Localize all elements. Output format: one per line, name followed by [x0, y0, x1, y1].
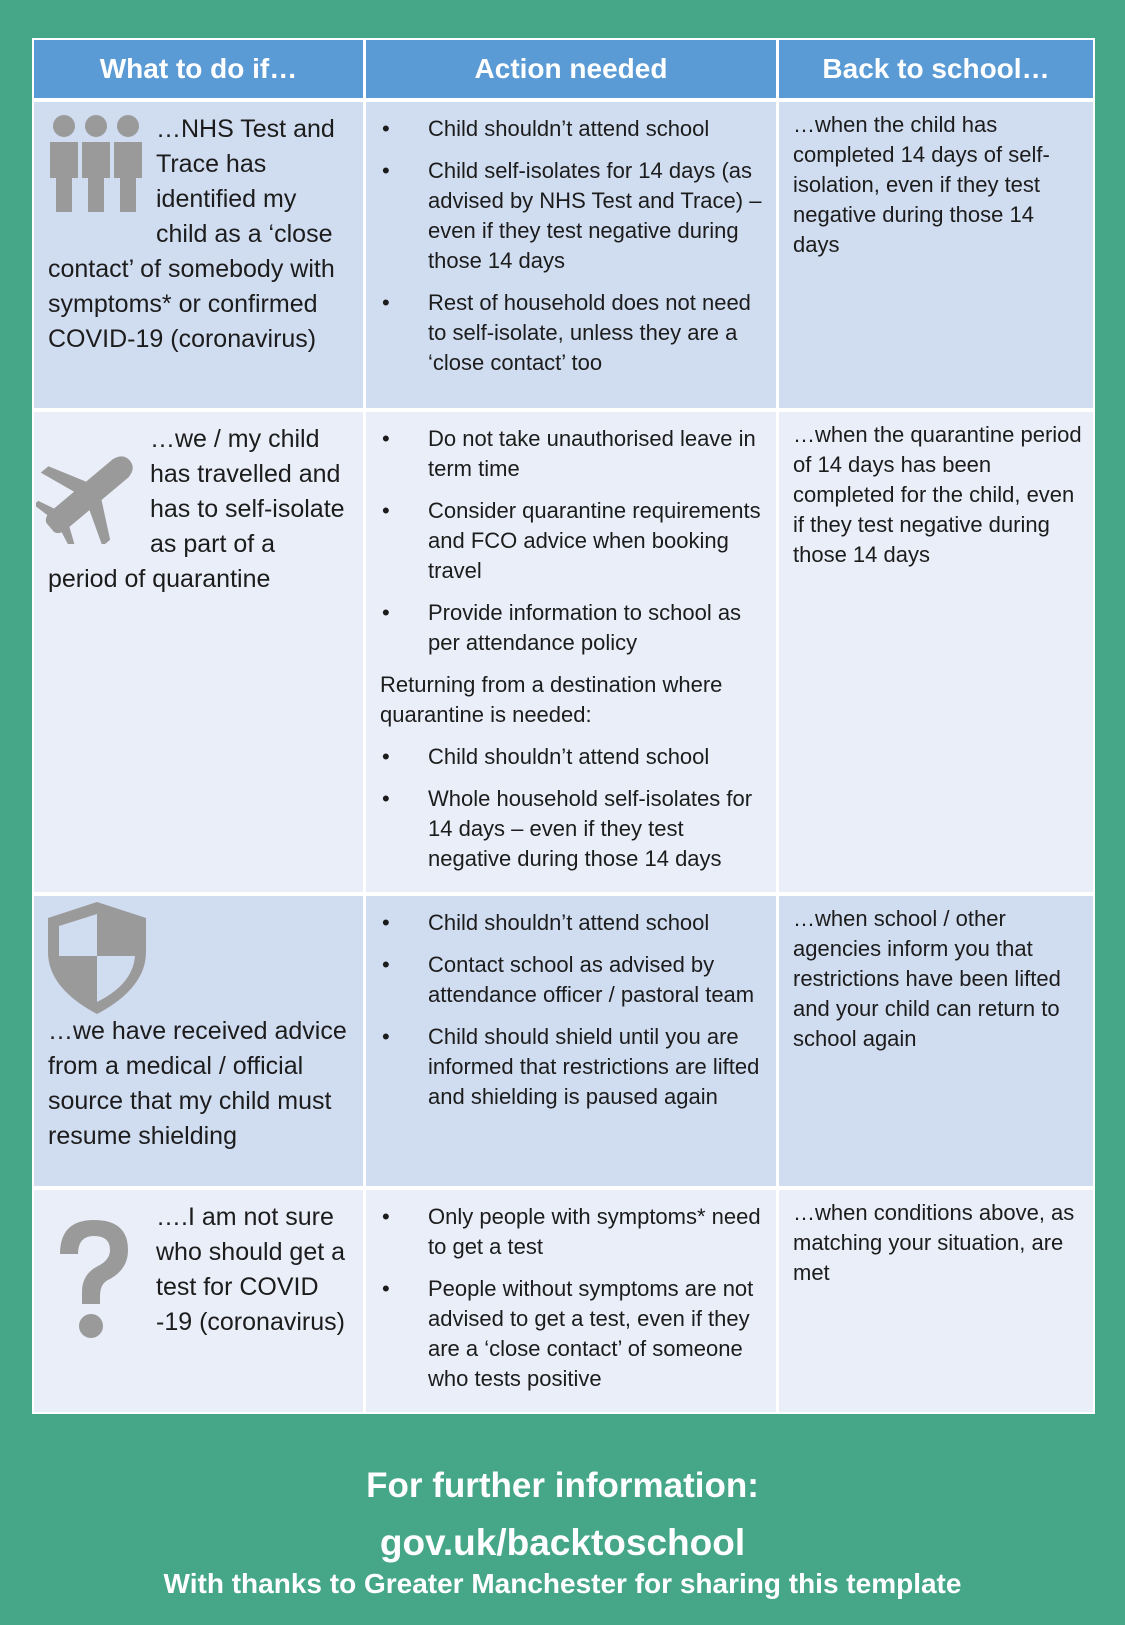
- header-what-to-do: What to do if…: [34, 40, 363, 98]
- list-item: • Child shouldn’t attend school: [380, 742, 766, 772]
- back-to-school-text: …when the child has completed 14 days of self-isolation, even if they test negative during those 14 days: [793, 112, 1050, 257]
- list-item: • Provide information to school as per attendance policy: [380, 598, 766, 658]
- list-item: • Whole household self-isolates for 14 days – even if they test negative during those 14 days: [380, 784, 766, 874]
- what-to-do-cell: ….I am not sure who should get a test for COVID -19 (coronavirus): [34, 1190, 363, 1340]
- action-list: [366, 896, 776, 1112]
- what-to-do-cell: …we have received advice from a medical / official source that my child must resume shielding: [34, 896, 363, 1154]
- list-item: • Child shouldn’t attend school: [380, 114, 766, 144]
- what-to-do-cell: …NHS Test and Trace has identified my child as a ‘close contact’ of somebody with symptoms* or confirmed COVID-19 (coronavirus): [48, 115, 335, 353]
- footer-thanks: With thanks to Greater Manchester for sharing this template: [163, 1568, 962, 1599]
- back-to-school-text: …when conditions above, as matching your situation, are met: [793, 1200, 1075, 1285]
- header-back-to-school: Back to school…: [779, 40, 1093, 98]
- list-item: • Child should shield until you are informed that restrictions are lifted and shielding is paused again: [380, 1022, 766, 1112]
- action-list: [366, 412, 776, 874]
- action-list: [366, 1190, 776, 1394]
- action-list: [366, 102, 776, 378]
- table-header: [32, 40, 1095, 98]
- back-to-school-text: …when school / other agencies inform you that restrictions have been lifted and your child can return to school again: [793, 906, 1061, 1051]
- list-item: • Child self-isolates for 14 days (as advised by NHS Test and Trace) – even if they test negative during those 14 days: [380, 156, 766, 276]
- list-item: • Only people with symptoms* need to get a test: [380, 1202, 766, 1262]
- list-item: • Do not take unauthorised leave in term time: [380, 424, 766, 484]
- list-item: • People without symptoms are not advised to get a test, even if they are a ‘close contact’ of someone who tests positive: [380, 1274, 766, 1394]
- list-item: • Consider quarantine requirements and FCO advice when booking travel: [380, 496, 766, 586]
- guidance-table: [32, 38, 1095, 1414]
- table-row-shielding: [32, 896, 1095, 1186]
- table-row-close-contact: [32, 102, 1095, 408]
- footer-link[interactable]: gov.uk/backtoschool: [379, 1522, 746, 1563]
- action-subheading: Returning from a destination where quarantine is needed:: [380, 672, 723, 727]
- footer-further-info: For further information:: [366, 1466, 759, 1505]
- airplane-icon: [36, 444, 144, 544]
- question-mark-icon: [48, 1214, 148, 1350]
- list-item: • Child shouldn’t attend school: [380, 908, 766, 938]
- list-item: • Contact school as advised by attendance officer / pastoral team: [380, 950, 766, 1010]
- header-action-needed: Action needed: [366, 40, 776, 98]
- shield-icon: [42, 900, 351, 1010]
- back-to-school-text: …when the quarantine period of 14 days has been completed for the child, even if they test negative during those 14 days: [793, 422, 1082, 567]
- people-group-icon: [48, 114, 148, 214]
- what-to-do-cell: …we / my child has travelled and has to self-isolate as part of a period of quarantine: [34, 412, 363, 597]
- table-row-unsure-testing: [32, 1190, 1095, 1412]
- table-row-travel-quarantine: [32, 412, 1095, 892]
- list-item: • Rest of household does not need to self-isolate, unless they are a ‘close contact’ too: [380, 288, 766, 378]
